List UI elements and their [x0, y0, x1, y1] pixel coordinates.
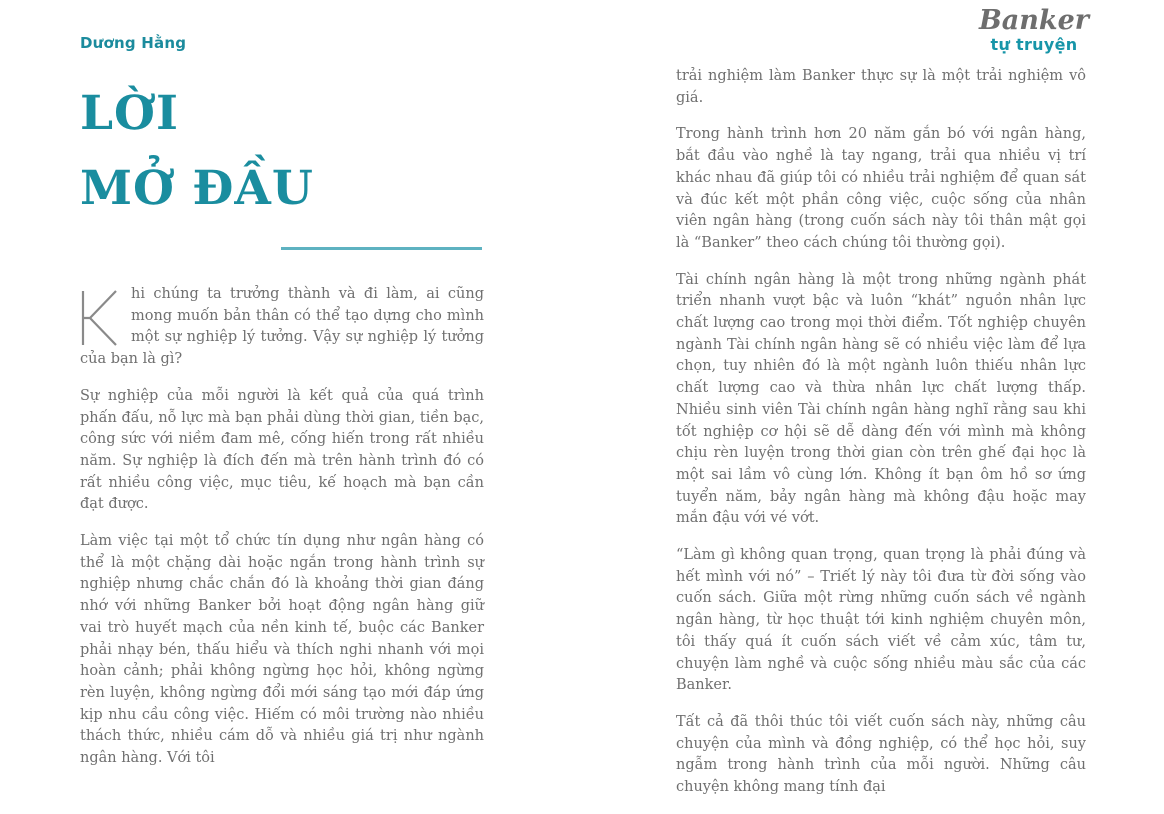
paragraph: Tất cả đã thôi thúc tôi viết cuốn sách này, những câu chuyện của mình và đồng nghiệp, có thể học hỏi, suy ngẫm trong hành trình của mỗi người. Những câu chuyện không mang tính đại — [676, 713, 1086, 796]
paragraph: Tài chính ngân hàng là một trong những ngành phát triển nhanh vượt bậc và luôn “khát” nguồn nhân lực chất lượng cao trong mọi thời điểm. Tốt nghiệp chuyên ngành Tài chính ngân hàng sẽ có nhiều việc làm để lựa chọn, tuy nhiên đó là một ngành luôn thiếu nhân lực chất lượng cao và thừa nhân lực chất lượng thấp. Nhiều sinh viên Tài chính ngân hàng nghĩ rằng sau khi tốt nghiệp cơ hội sẽ dễ dàng đến với mình mà không chịu rèn luyện trong thời gian còn trên ghế đại học là một sai lầm vô cùng lớn. Không ít bạn ôm hồ sơ ứng tuyển năm, bảy ngân hàng mà không đậu hoặc may mắn đậu với vé vớt. — [676, 271, 1086, 527]
dropcap-k-icon — [80, 288, 118, 348]
paragraph: “Làm gì không quan trọng, quan trọng là phải đúng và hết mình với nó” – Triết lý này tôi đưa từ đời sống vào cuốn sách. Giữa một rừng những cuốn sách về ngành ngân hàng, từ học thuật tới kinh nghiệm chuyên môn, tôi thấy quá ít cuốn sách viết về cảm xúc, tâm tư, chuyện làm nghề và cuộc sống nhiều màu sắc của các Banker. — [676, 547, 1086, 694]
book-brand — [976, 6, 1092, 53]
left-page-body — [80, 284, 484, 785]
paragraph-text: hi chúng ta trưởng thành và đi làm, ai cũng mong muốn bản thân có thể tạo dựng cho mình một sự nghiệp lý tưởng. Vậy sự nghiệp lý tưởng của bạn là gì? — [80, 286, 484, 368]
chapter-title-line2: MỞ ĐẦU — [80, 161, 314, 216]
right-page-body — [676, 66, 1086, 814]
right-page — [676, 0, 1090, 796]
paragraph: Sự nghiệp của mỗi người là kết quả của quá trình phấn đấu, nỗ lực mà bạn phải dùng thời gian, tiền bạc, công sức với niềm đam mê, cống hiến trong rất nhiều năm. Sự nghiệp là đích đến mà trên hành trình đó có rất nhiều công việc, mục tiêu, kế hoạch mà bạn cần đạt được. — [80, 387, 484, 513]
paragraph: trải nghiệm làm Banker thực sự là một trải nghiệm vô giá. — [676, 68, 1086, 106]
title-divider-rule — [281, 247, 482, 250]
brand-logo-text: Banker — [978, 5, 1090, 36]
paragraph — [80, 284, 484, 371]
left-page — [80, 0, 484, 767]
paragraph: Trong hành trình hơn 20 năm gắn bó với ngân hàng, bắt đầu vào nghề là tay ngang, trải qua nhiều vị trí khác nhau đã giúp tôi có nhiều trải nghiệm để quan sát và đúc kết một phần công việc, cuộc sống của nhân viên ngân hàng (trong cuốn sách này tôi thân mật gọi là “Banker” theo cách chúng tôi thường gọi). — [676, 126, 1086, 251]
paragraph: Làm việc tại một tổ chức tín dụng như ngân hàng có thể là một chặng dài hoặc ngắn trong hành trình sự nghiệp nhưng chắc chắn đó là khoảng thời gian đáng nhớ với những Banker bởi hoạt động ngân hàng giữ vai trò huyết mạch của nền kinh tế, buộc các Banker phải nhạy bén, thấu hiểu và thích nghi nhanh với mọi hoàn cảnh; phải không ngừng học hỏi, không ngừng rèn luyện, không ngừng đổi mới sáng tạo mới đáp ứng kịp nhu cầu công việc. Hiếm có môi trường nào nhiều thách thức, nhiều cám dỗ và nhiều giá trị như ngành ngân hàng. Với tôi — [80, 533, 484, 767]
chapter-title — [80, 76, 314, 226]
author-name: Dương Hằng — [80, 34, 187, 52]
chapter-title-line1: LỜI — [80, 86, 179, 141]
brand-subtitle: tự truyện — [990, 35, 1078, 54]
